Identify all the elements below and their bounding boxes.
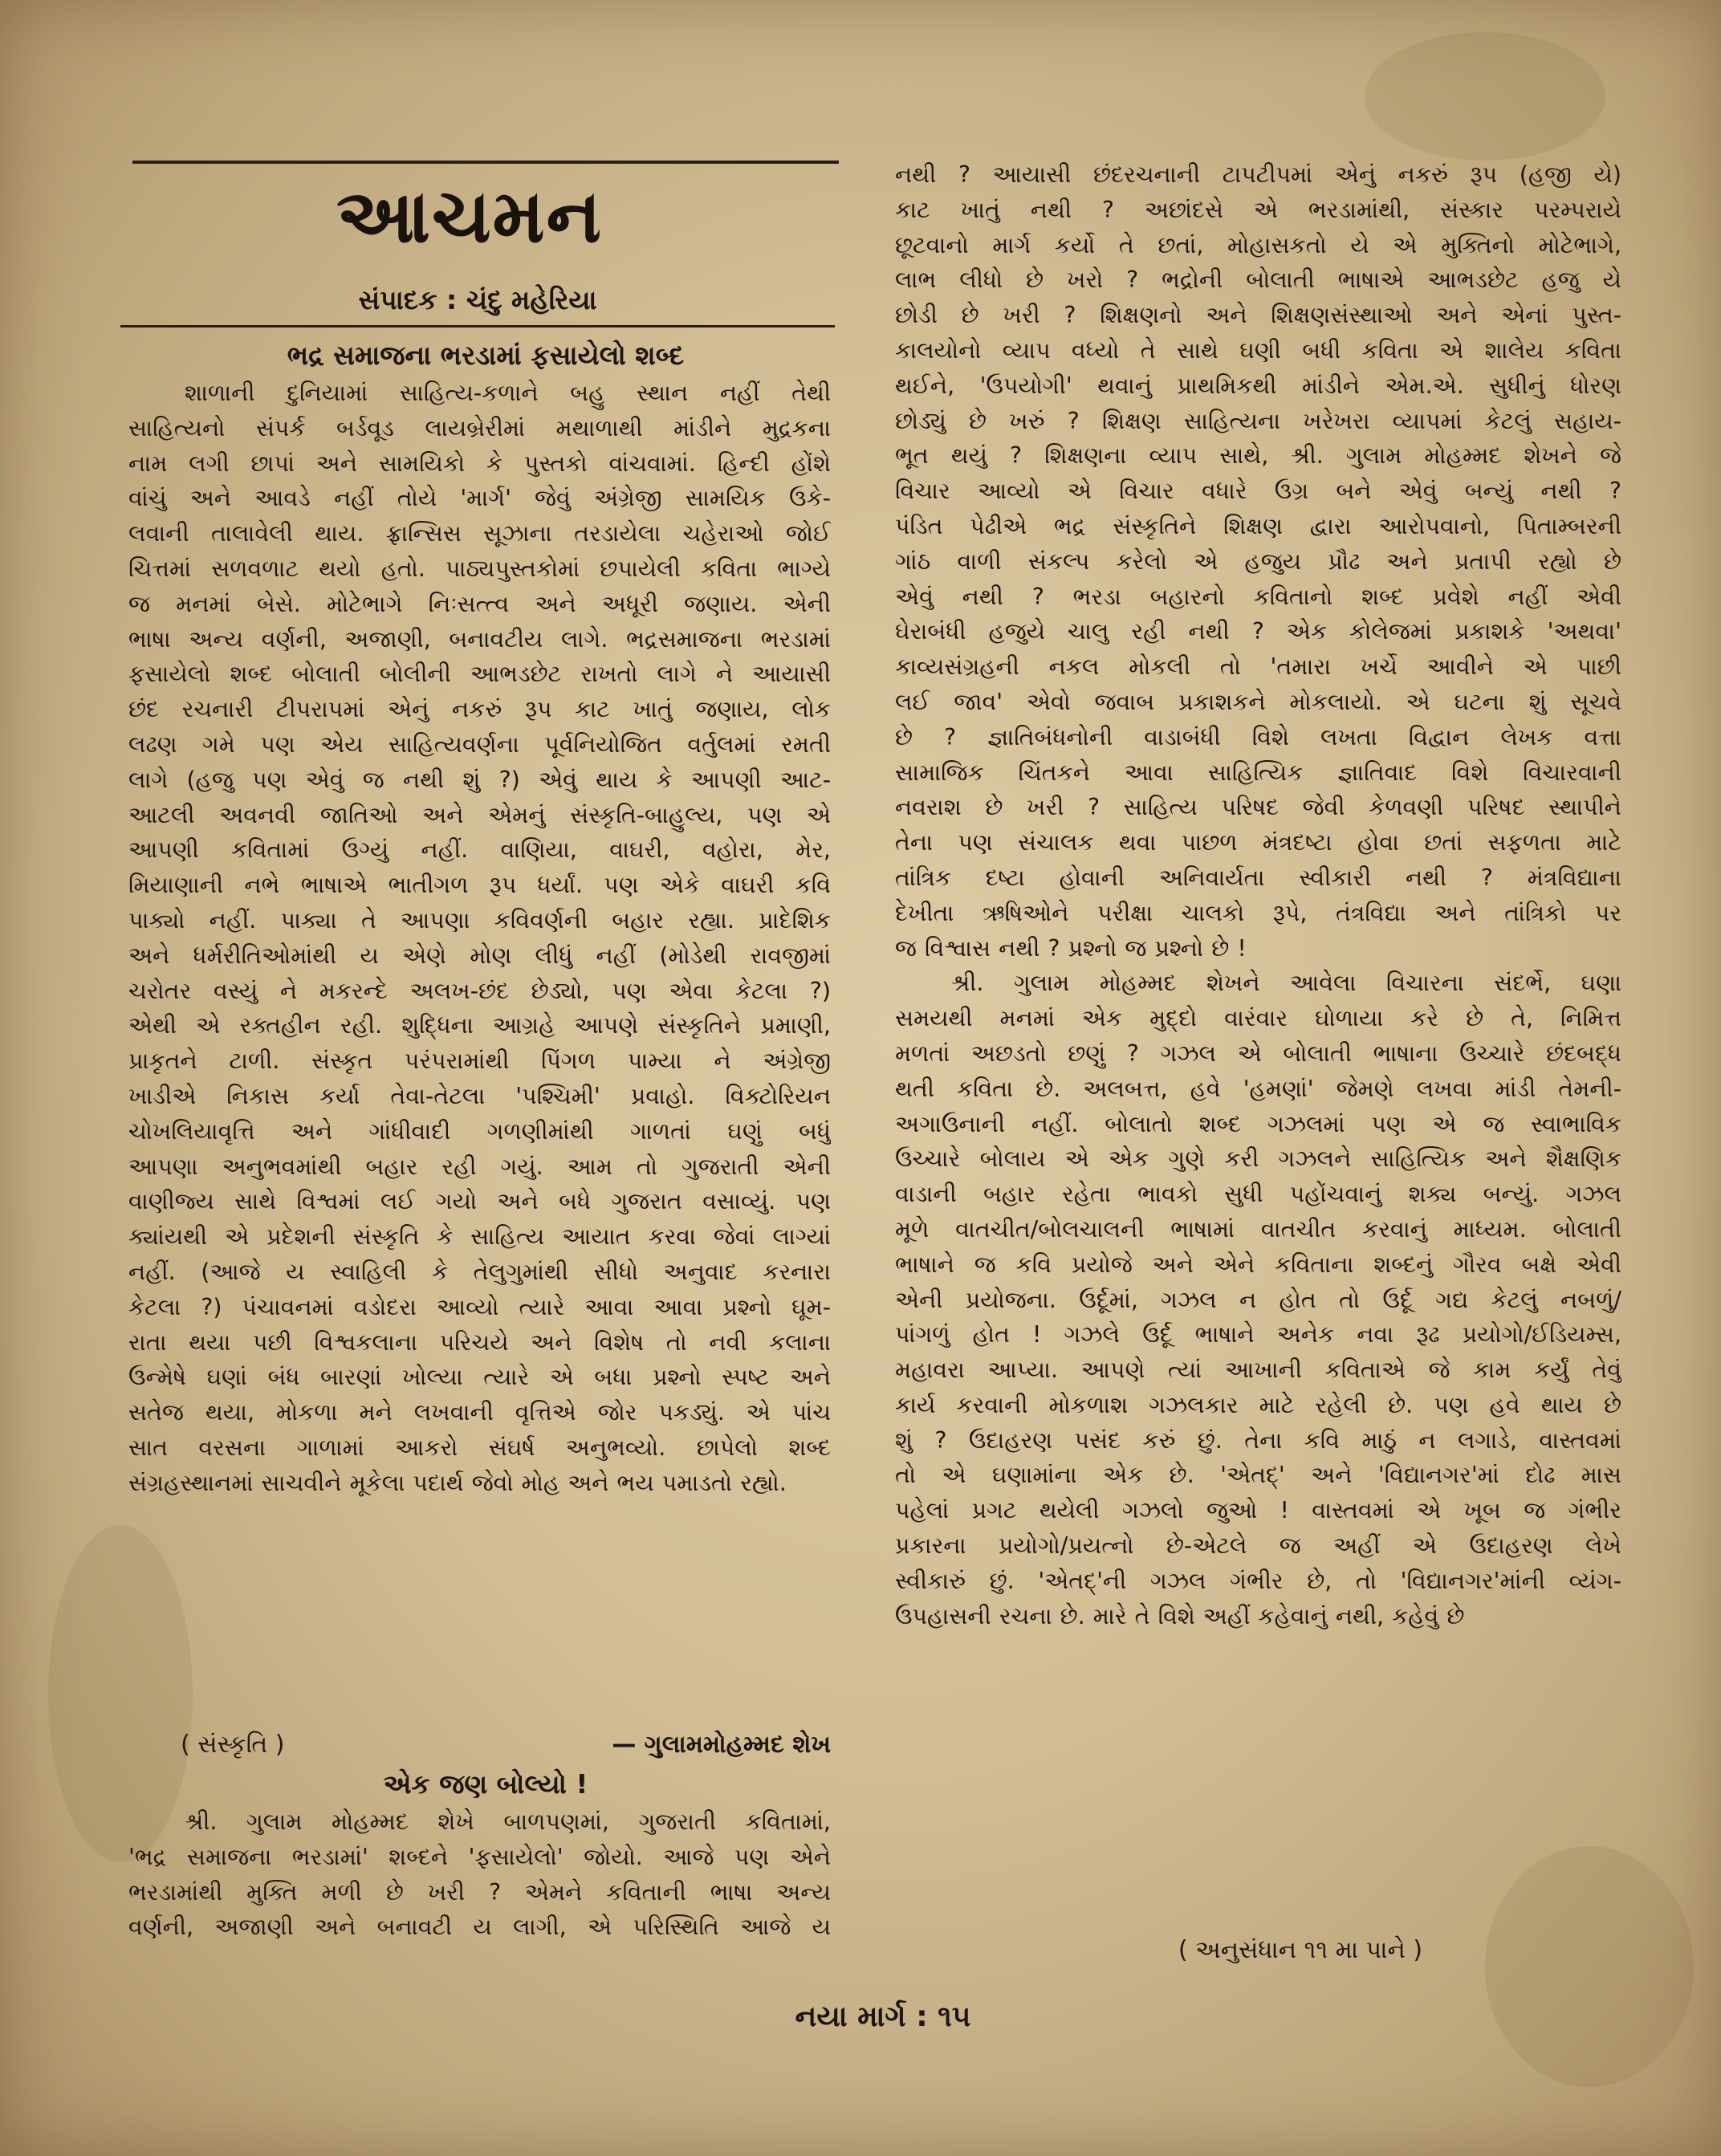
header-top-rule	[132, 161, 839, 164]
text-line: ખાડીએ નિકાસ કર્યા તેવા-તેટલા 'પશ્ચિમી' પ્રવાહો. વિક્ટોરિયન	[128, 1082, 831, 1109]
text-line: અને ધર્મરીતિઓમાંથી ય એણે મોણ લીધું નહીં (મોડેથી રાવજીમાં	[128, 942, 831, 969]
text-line: લવાની તાલાવેલી થાય. ફ્રાન્સિસ સૂઝાના તરડાયેલા ચહેરાઓ જોઈ	[128, 520, 831, 547]
text-line: નથી ? આયાસી છંદરચનાની ટાપટીપમાં એનું નકરું રૂપ (હજી યે)	[895, 161, 1621, 188]
text-line: લઢણ ગમે પણ એય સાહિત્યવર્ણના પૂર્વનિયોજિત વર્તુલમાં રમતી	[128, 730, 831, 758]
text-line: કાટ ખાતું નથી ? અછાંદસે એ ભરડામાંથી, સંસ્કાર પરમ્પરાયે	[895, 196, 1621, 223]
page-footer: નયા માર્ગ : ૧૫	[795, 2000, 971, 2033]
text-line: 'ભદ્ર સમાજના ભરડામાં' શબ્દને 'ફસાયેલો' જોયો. આજે પણ એને	[128, 1843, 831, 1870]
text-line: ઘેરાબંધી હજુયે ચાલુ રહી નથી ? એક કોલેજમાં પ્રકાશકે 'અથવા'	[895, 618, 1621, 645]
text-line: સાત વરસના ગાળામાં આકરો સંઘર્ષ અનુભવ્યો. છાપેલો શબ્દ	[128, 1434, 831, 1461]
text-line: વાણીજ્ય સાથે વિશ્વમાં લઈ ગયો અને બધે ગુજરાત વસાવ્યું. પણ	[128, 1188, 831, 1215]
article-author: — ગુલામમોહમ્મદ શેખ	[612, 1731, 831, 1759]
text-line: વાંચું અને આવડે નહીં તોયે 'માર્ગ' જેવું અંગ્રેજી સામયિક ઉકે-	[128, 485, 831, 512]
text-line: પાંગળું હોત ! ગઝલે ઉર્દૂ ભાષાને અનેક નવા રૂઢ પ્રયોગો/ઈડિયમ્સ,	[895, 1321, 1621, 1349]
header-bottom-rule	[120, 325, 835, 327]
text-line: ગાંઠ વાળી સંકલ્પ કરેલો એ હજુય પ્રૌઢ અને પ્રતાપી રહ્યો છે	[895, 547, 1621, 575]
text-line: પંડિત પેઢીએ ભદ્ર સંસ્કૃતિને શિક્ષણ દ્વારા આરોપવાનો, પિતામ્બરની	[895, 512, 1621, 539]
text-line: નવરાશ છે ખરી ? સાહિત્ય પરિષદ જેવી કેળવણી પરિષદ સ્થાપીને	[895, 794, 1621, 821]
text-line: કાલયોનો વ્યાપ વધ્યો તે સાથે ઘણી બધી કવિતા એ શાલેય કવિતા	[895, 336, 1621, 364]
text-line: એથી એ રક્તહીન રહી. શુદ્ધિના આગ્રહે આપણે સંસ્કૃતિને પ્રમાણી,	[128, 1012, 831, 1039]
text-line: શ્રી. ગુલામ મોહમ્મદ શેખે બાળપણમાં, ગુજરાતી કવિતામાં,	[185, 1808, 831, 1835]
text-line: આટલી અવનવી જાતિઓ અને એમનું સંસ્કૃતિ-બાહુલ્ય, પણ એ	[128, 801, 831, 828]
text-line: આપણા અનુભવમાંથી બહાર રહી ગયું. આમ તો ગુજરાતી એની	[128, 1153, 831, 1180]
text-line: અગાઉનાની નહીં. બોલાતો શબ્દ ગઝલમાં પણ એ જ સ્વાભાવિક	[895, 1110, 1621, 1137]
text-line: પાક્યો નહીં. પાક્યા તે આપણા કવિવર્ણની બહાર રહ્યા. પ્રાદેશિક	[128, 906, 831, 934]
text-line: છોડ્યું છે ખરું ? શિક્ષણ સાહિત્યના ખરેખરા વ્યાપમાં કેટલું સહાય-	[895, 407, 1621, 434]
text-line: તો એ ઘણામાંના એક છે. 'એતદ્' અને 'વિદ્યાનગર'માં દોઢ માસ	[895, 1462, 1621, 1489]
text-line: મૂળે વાતચીત/બોલચાલની ભાષામાં વાતચીત કરવાનું માધ્યમ. બોલાતી	[895, 1215, 1621, 1243]
text-line: લાગે (હજુ પણ એવું જ નથી શું ?) એવું થાય કે આપણી આટ-	[128, 766, 831, 793]
text-line: શાળાની દુનિયામાં સાહિત્ય-કળાને બહુ સ્થાન નહીં તેથી	[185, 380, 831, 406]
section-heading-1: ભદ્ર સમાજના ભરડામાં ફસાયેલો શબ્દ	[287, 340, 685, 371]
editor-credit: સંપાદક : ચંદુ મહેરિયા	[358, 284, 597, 315]
text-line: ભાષાને જ કવિ પ્રયોજે અને એને કવિતાના શબ્દનું ગૌરવ બક્ષે એવી	[895, 1251, 1621, 1278]
text-line: પ્રકારના પ્રયોગો/પ્રયત્નો છે-એટલે જ અહીં એ ઉદાહરણ લેખે	[895, 1532, 1621, 1560]
text-line: છે ? જ્ઞાતિબંધનોની વાડાબંધી વિશે લખતા વિદ્વાન લેખક વત્તા	[895, 723, 1621, 751]
text-line: કાવ્યસંગ્રહની નકલ મોકલી તો 'તમારા ખર્ચે આવીને એ પાછી	[895, 653, 1621, 681]
paper-stain	[1485, 1846, 1694, 2087]
text-line: નામ લગી છાપાં અને સામયિકો કે પુસ્તકો વાંચવામાં. હિન્દી હોંશે	[128, 450, 831, 477]
text-line: સ્વીકારું છું. 'એતદ્'ની ગઝલ ગંભીર છે, તો 'વિદ્યાનગર'માંની વ્યંગ-	[895, 1567, 1621, 1594]
text-line: થતી કવિતા છે. અલબત્ત, હવે 'હમણાં' જેમણે લખવા માંડી તેમની-	[895, 1075, 1621, 1102]
continuation-note: ( અનુસંધાન ૧૧ મા પાને )	[1178, 1936, 1423, 1964]
text-line: જ મનમાં બેસે. મોટેભાગે નિઃસત્ત્વ અને અધૂરી જણાય. એની	[128, 590, 831, 617]
text-line: જ વિશ્વાસ નથી ? પ્રશ્નો જ પ્રશ્નો છે !	[895, 934, 1247, 962]
article-source: ( સંસ્કૃતિ )	[181, 1731, 285, 1759]
text-line: વાડાની બહાર રહેતા ભાવકો સુધી પહોંચવાનું શક્ય બન્યું. ગઝલ	[895, 1181, 1621, 1208]
text-line: પહેલાં પ્રગટ થયેલી ગઝલો જુઓ ! વાસ્તવમાં એ ખૂબ જ ગંભીર	[895, 1497, 1621, 1524]
text-line: ઉપહાસની રચના છે. મારે તે વિશે અહીં કહેવાનું નથી, કહેવું છે	[895, 1602, 1465, 1629]
text-line: સતેજ થયા, મોકળા મને લખવાની વૃત્તિએ જોર પકડ્યું. એ પાંચ	[128, 1399, 831, 1426]
text-line: સાહિત્યનો સંપર્ક બર્ડવૂડ લાયબ્રેરીમાં મથાળાથી માંડીને મુદ્રકના	[128, 414, 831, 441]
text-line: મહાવરા આપ્યા. આપણે ત્યાં આખાની કવિતાએ જે કામ કર્યું તેવું	[895, 1357, 1621, 1384]
text-line: રાતા થયા પછી વિશ્વકલાના પરિચયે અને વિશેષ તો નવી કલાના	[128, 1328, 831, 1356]
text-line: થઈને, 'ઉપયોગી' થવાનું પ્રાથમિકથી માંડીને એમ.એ. સુધીનું ધોરણ	[895, 372, 1621, 399]
text-line: સંગ્રહસ્થાનમાં સાચવીને મૂકેલા પદાર્થ જેવો મોહ અને ભય પમાડતો રહ્યો.	[128, 1469, 787, 1496]
text-line: છંદ રચનારી ટીપરાપમાં એનું નકરું રૂપ કાટ ખાતું જણાય, લોક	[128, 696, 831, 723]
text-line: વર્ણની, અજાણી અને બનાવટી ય લાગી, એ પરિસ્થિતિ આજે ય	[128, 1914, 831, 1941]
text-line: તેના પણ સંચાલક થવા પાછળ મંત્રદષ્ટા હોવા છતાં સફળતા માટે	[895, 829, 1621, 856]
text-line: ચિત્તમાં સળવળાટ થયો હતો. પાઠ્યપુસ્તકોમાં છપાયેલી કવિતા ભાગ્યે	[128, 555, 831, 582]
text-line: સમયથી મનમાં એક મુદ્દો વારંવાર ઘોળાયા કરે છે તે, નિમિત્ત	[895, 1005, 1621, 1032]
text-line: ઉચ્ચારે બોલાય એ એક ગુણે કરી ગઝલને સાહિત્યિક અને શૈક્ષણિક	[895, 1145, 1621, 1173]
article-1-body	[128, 376, 831, 1501]
text-line: એવું નથી ? ભરડા બહારનો કવિતાનો શબ્દ પ્રવેશે નહીં એવી	[895, 583, 1621, 610]
text-line: ભરડામાંથી મુક્તિ મળી છે ખરી ? એમને કવિતાની ભાષા અન્ય	[128, 1878, 831, 1906]
text-line: છૂટવાનો માર્ગ કર્યો તે છતાં, મોહાસકતો યે એ મુક્તિનો મોટેભાગે,	[895, 231, 1621, 258]
text-line: શ્રી. ગુલામ મોહમ્મદ શેખને આવેલા વિચારના સંદર્ભે, ઘણા	[951, 970, 1621, 997]
text-line: તાંત્રિક દષ્ટા હોવાની અનિવાર્યતા સ્વીકારી નથી ? મંત્રવિદ્યાના	[895, 864, 1621, 891]
text-line: આપણી કવિતામાં ઉગ્યું નહીં. વાણિયા, વાઘરી, વહોરા, મેર,	[128, 836, 831, 864]
text-line: લાભ લીધો છે ખરો ? ભદ્રોની બોલાતી ભાષાએ આભડછેટ હજુ યે	[895, 266, 1621, 294]
text-line: મિયાણાની નભે ભાષાએ ભાતીગળ રૂપ ધર્યાં. પણ એકે વાઘરી કવિ	[128, 872, 831, 899]
text-line: કેટલા ?) પંચાવનમાં વડોદરા આવ્યો ત્યારે આવા આવા પ્રશ્નો ઘૂમ-	[128, 1293, 831, 1320]
column-title: આચમન	[336, 173, 604, 259]
text-line: લઈ જાવ' એવો જવાબ પ્રકાશકને મોકલાયો. એ ઘટના શું સૂચવે	[895, 688, 1621, 715]
text-line: ચોખલિયાવૃત્તિ અને ગાંધીવાદી ગળણીમાંથી ગાળતાં ઘણું બધું	[128, 1117, 831, 1145]
text-line: નહીં. (આજે ય સ્વાહિલી કે તેલુગુમાંથી સીધો અનુવાદ કરનારા	[128, 1258, 831, 1285]
text-line: ઉન્મેષે ઘણાં બંધ બારણાં ખોલ્યા ત્યારે એ બધા પ્રશ્નો સ્પષ્ટ અને	[128, 1364, 831, 1391]
text-line: છોડી છે ખરી ? શિક્ષણનો અને શિક્ષણસંસ્થાઓ અને એનાં પુસ્ત-	[895, 302, 1621, 329]
text-line: ક્યાંયથી એ પ્રદેશની સંસ્કૃતિ કે સાહિત્ય આયાત કરવા જેવાં લાગ્યાં	[128, 1223, 831, 1251]
text-line: મળતાં અછડતો છણું ? ગઝલ એ બોલાતી ભાષાના ઉચ્ચારે છંદબદ્ધ	[895, 1039, 1621, 1067]
article-2-body	[128, 1804, 831, 1945]
text-line: ફસાયેલો શબ્દ બોલાતી બોલીની આભડછેટ રાખતો લાગે ને આયાસી	[128, 661, 831, 688]
text-line: પ્રાકૃતને ટાળી. સંસ્કૃત પરંપરામાંથી પિંગળ પામ્યા ને અંગ્રેજી	[128, 1047, 831, 1075]
text-line: દેખીતા ઋષિઓને પરીક્ષા ચાલકો રૂપે, તંત્રવિદ્યા અને તાંત્રિકો પર	[895, 899, 1621, 926]
article-2-continued-body	[895, 157, 1621, 1633]
text-line: કાર્ય કરવાની મોકળાશ ગઝલકાર માટે રહેલી છે. પણ હવે થાય છે	[895, 1391, 1621, 1418]
paper-stain	[1365, 32, 1605, 161]
section-heading-2: એક જણ બોલ્યો !	[383, 1768, 588, 1800]
text-line: વિચાર આવ્યો એ વિચાર વધારે ઉગ્ર બને એવું બન્યું નથી ?	[895, 478, 1621, 505]
text-line: એની પ્રયોજના. ઉર્દૂમાં, ગઝલ ન હોત તો ઉર્દૂ ગદ્ય કેટલું નબળું/	[895, 1286, 1621, 1313]
text-line: શું ? ઉદાહરણ પસંદ કરું છું. તેના કવિ માઠું ન લગાડે, વાસ્તવમાં	[895, 1426, 1621, 1454]
text-line: ચરોતર વસ્યું ને મકરન્દે અલખ-છંદ છેડ્યો, પણ એવા કેટલા ?)	[128, 977, 831, 1004]
signature-row	[181, 1727, 839, 1763]
text-line: ભાષા અન્ય વર્ણની, અજાણી, બનાવટીય લાગે. ભદ્રસમાજના ભરડામાં	[128, 625, 831, 653]
text-line: ભૂત થયું ? શિક્ષણના વ્યાપ સાથે, શ્રી. ગુલામ મોહમ્મદ શેખને જે	[895, 442, 1621, 470]
text-line: સામાજિક ચિંતકને આવા સાહિત્યિક જ્ઞાતિવાદ વિશે વિચારવાની	[895, 759, 1621, 786]
